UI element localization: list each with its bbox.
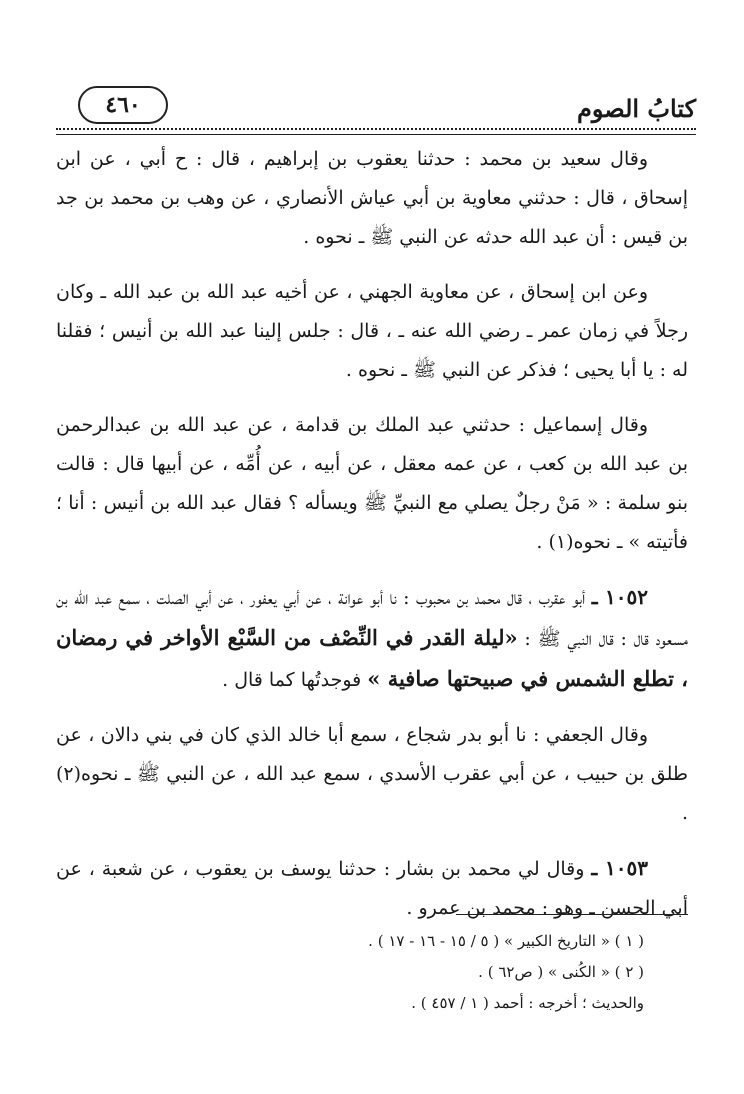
footnote-1: ( ١ ) « التاريخ الكبير » ( ٥ / ١٥ - ١٦ - ١٧ ) . — [368, 932, 644, 950]
hadith-chain: أبو عقرب ، قال محمد بن محبوب : نا أبو عوانة ، عن أبي يعفور ، عن أبي الصلت ، سمع عبد الله بن مسعود قال : قال النبي ﷺ : — [56, 587, 689, 650]
hadith-number: ١٠٥٣ ـ — [591, 856, 648, 880]
footnote-2: ( ٢ ) « الكُنى » ( ص٦٢ ) . — [478, 963, 644, 981]
footnote-3: والحديث ؛ أخرجه : أحمد ( ١ / ٤٥٧ ) . — [411, 994, 644, 1012]
hadith-text: «ليلة القدر في النِّصْف من السَّبْع الأواخر في رمضان ، تطلع الشمس في صبيحتها صافية » — [56, 625, 688, 691]
page-number: ٤٦٠ — [78, 86, 168, 124]
hadith-number: ١٠٥٢ ـ — [591, 585, 649, 609]
paragraph-1: وقال سعيد بن محمد : حدثنا يعقوب بن إبراهيم ، قال : ح أبي ، عن ابن إسحاق ، قال : حدثني معاوية بن أبي عياش الأنصاري ، عن وهب بن محمد بن جد بن قيس : أن عبد الله حدثه عن النبي ﷺ ـ نحوه . — [56, 148, 688, 248]
paragraph-3: وقال إسماعيل : حدثني عبد الملك بن قدامة ، عن عبد الله بن عبدالرحمن بن عبد الله بن كعب ، عن عمه معقل ، عن أبيه ، عن أُمِّه ، عن أبيها قال : قالت بنو سلمة : « مَنْ رجلٌ يصلي مع النبيِّ ﷺ ويسأله ؟ فقال عبد الله بن أنيس : أنا ؛ فأتيته » ـ نحوه(١) . — [56, 414, 688, 553]
page-header — [56, 84, 696, 130]
hadith-1053 — [56, 849, 688, 928]
header-rule — [56, 128, 696, 135]
hadith-tail: فوجدتُها كما قال . — [222, 669, 362, 691]
chapter-title: كتابُ الصوم — [577, 94, 696, 123]
hadith-1052 — [56, 578, 688, 700]
footnote-rule — [456, 914, 688, 915]
footnotes — [56, 926, 688, 1019]
body-text — [56, 140, 688, 944]
hadith-chain: وقال لي محمد بن بشار : حدثنا يوسف بن يعقوب ، عن شعبة ، عن أبي الحسن ـ وهو : محمد بن عمرو . — [56, 858, 688, 919]
paragraph-5: وقال الجعفي : نا أبو بدر شجاع ، سمع أبا خالد الذي كان في بني دالان ، عن طلق بن حبيب ، عن أبي عقرب الأسدي ، سمع عبد الله ، عن النبي ﷺ ـ نحوه(٢) . — [56, 724, 688, 824]
paragraph-2: وعن ابن إسحاق ، عن معاوية الجهني ، عن أخيه عبد الله بن عبد الله ـ وكان رجلاً في زمان عمر ـ رضي الله عنه ـ ، قال : جلس إلينا عبد الله بن أنيس ؛ فقلنا له : يا أبا يحيى ؛ فذكر عن النبي ﷺ ـ نحوه . — [56, 281, 688, 381]
